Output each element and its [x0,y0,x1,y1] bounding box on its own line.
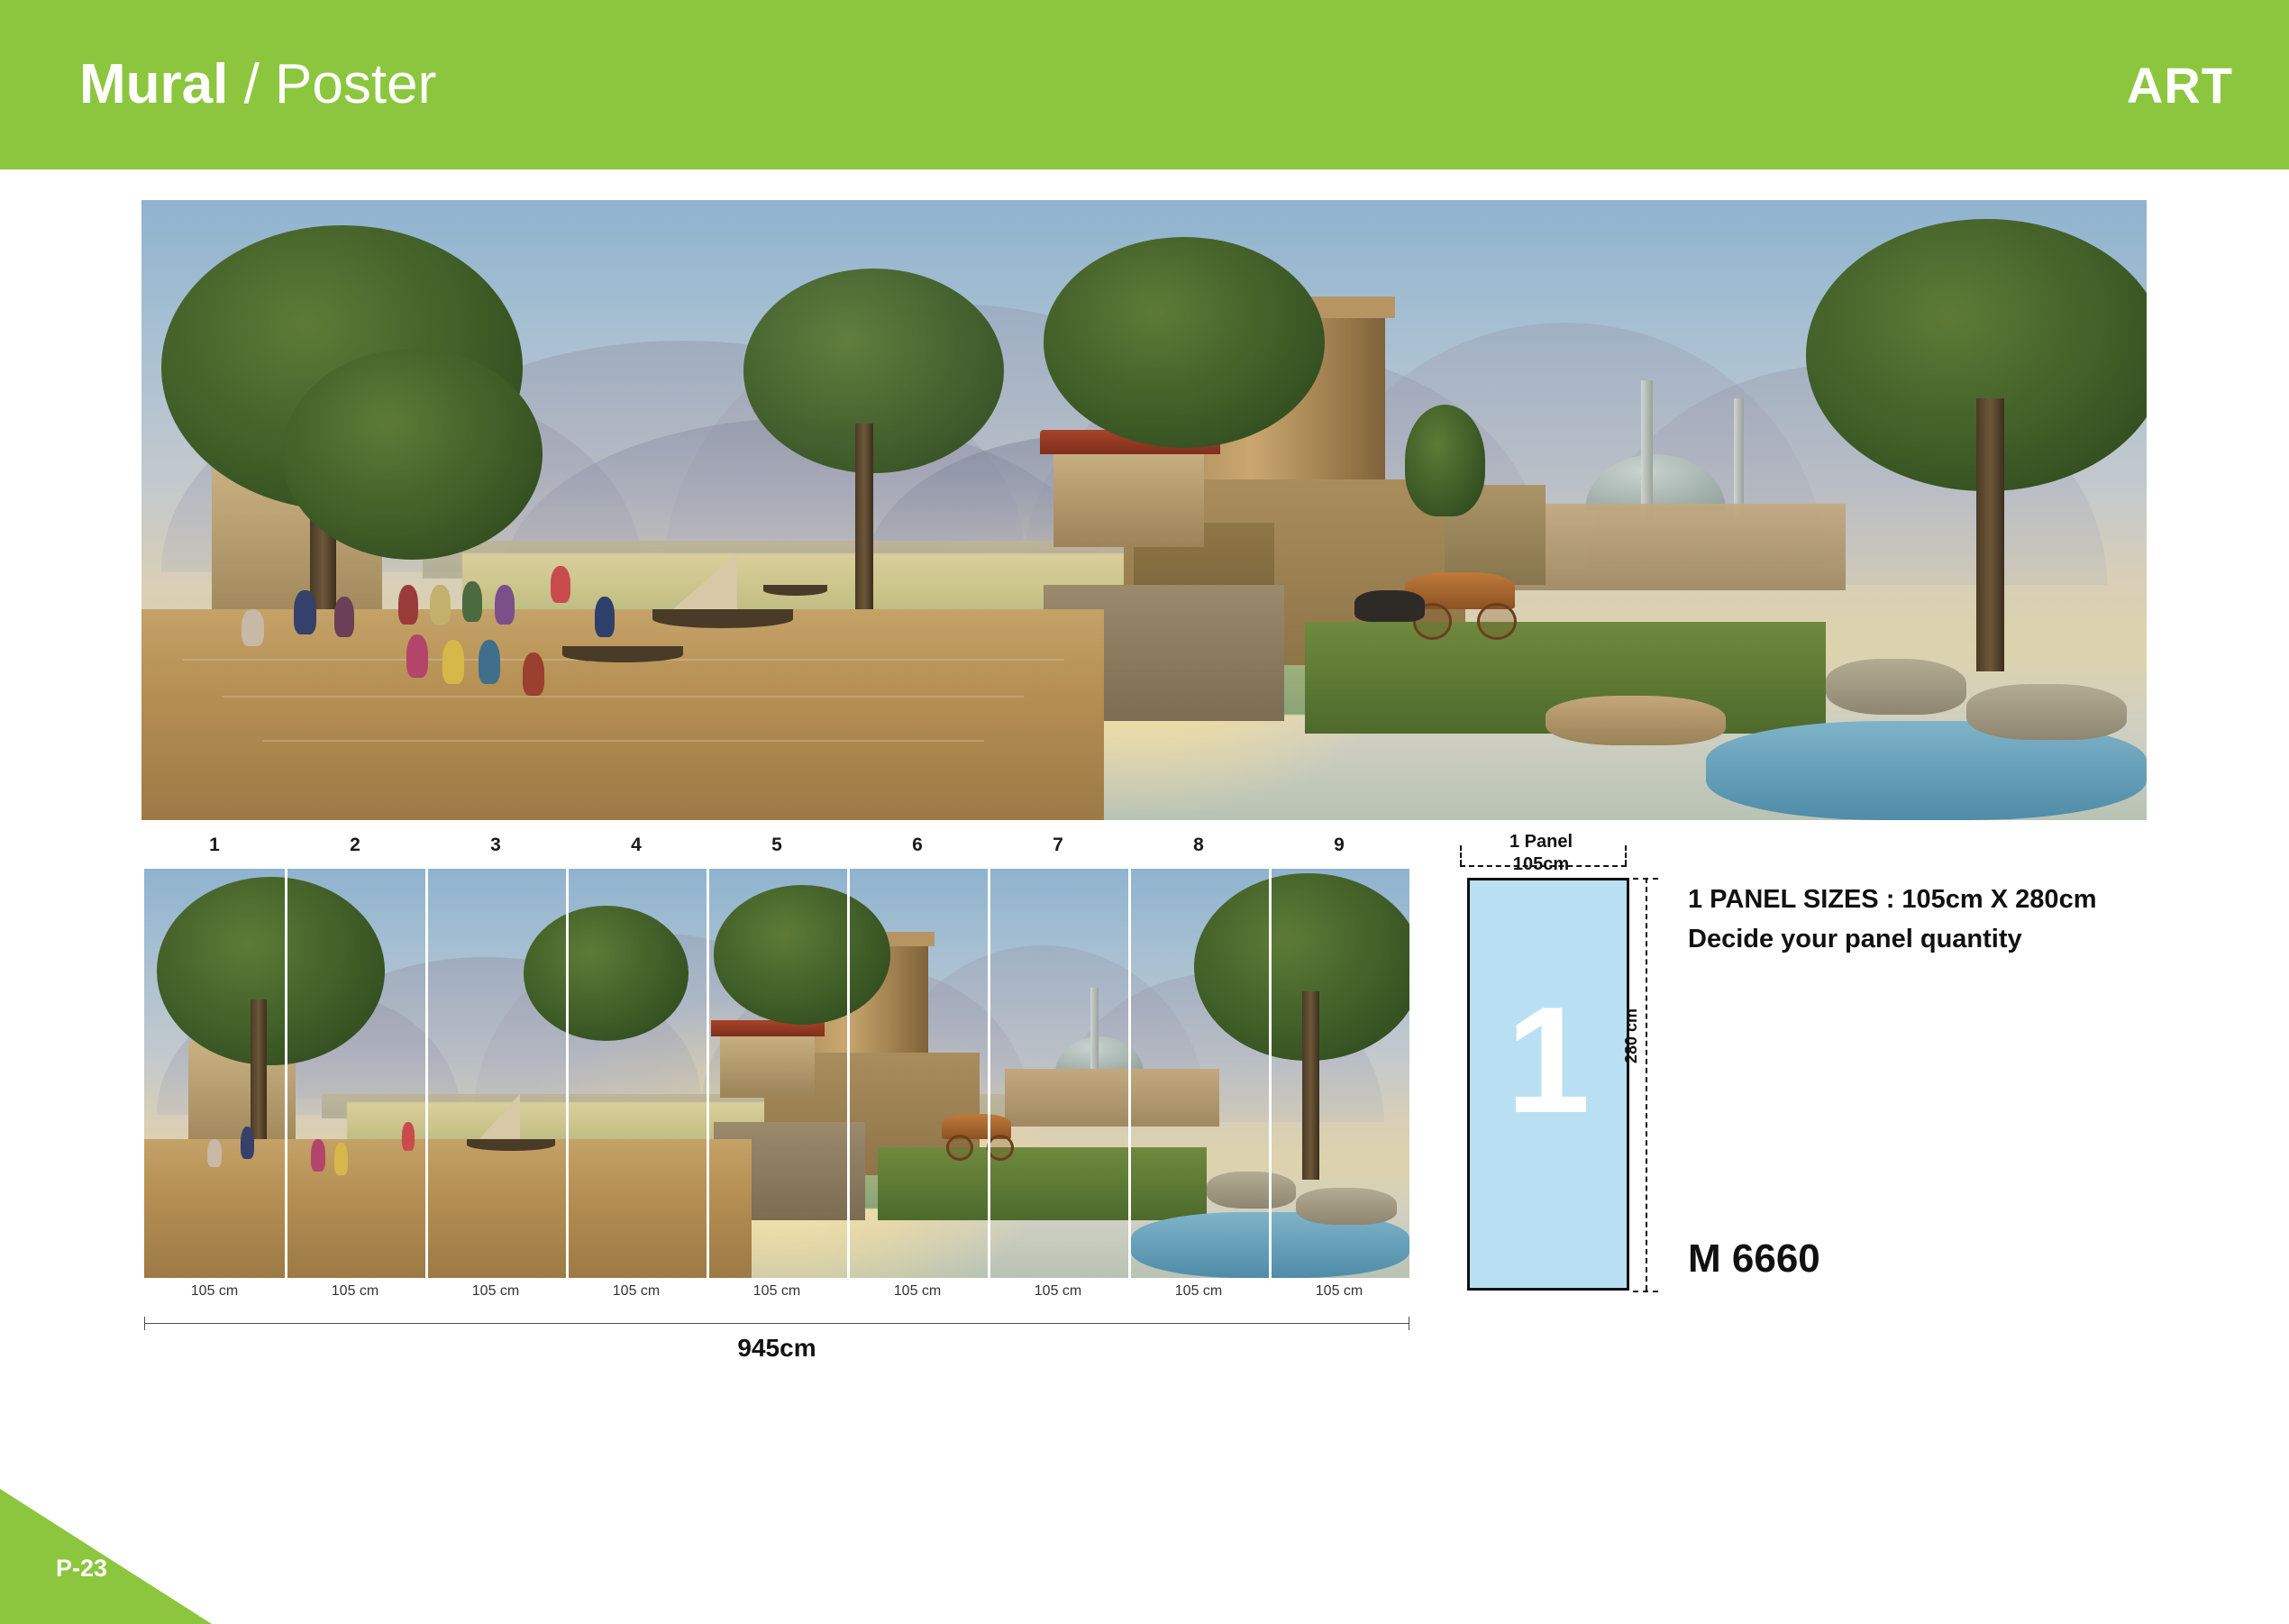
panel-number: 3 [490,835,501,855]
mural-figure [242,609,263,646]
mural-cart-wheel-right [1477,603,1517,639]
panel-width: 105 cm [1174,1283,1223,1299]
panel-width: 105 cm [1315,1283,1363,1299]
panel-divider [707,869,709,1278]
panel-number: 4 [631,835,642,855]
total-width-dimension-line [144,1323,1409,1324]
mural-quay-pavement [141,609,1104,820]
panel-height-tick-bottom [1633,1291,1658,1292]
panel-width-caption [1455,831,1627,876]
strip-figure [334,1143,348,1175]
mural-minaret-left [1641,380,1652,516]
mural-city-blocks [1505,504,1846,590]
mural-preview-image [141,200,2147,820]
mural-figure [334,597,354,637]
panel-height-tick-top [1633,878,1658,880]
strip-tree-tower-backdrop [714,885,891,1024]
panel-quantity-note: Decide your panel quantity [1688,925,2022,953]
panel-divider [285,869,287,1278]
mural-figure [595,597,615,637]
mural-figure [430,585,450,625]
page-number: P-23 [56,1555,108,1582]
panel-width: 105 cm [331,1283,379,1299]
strip-figure [241,1127,254,1159]
strip-quay-pavement [144,1139,752,1278]
strip-artwork [144,869,1409,1278]
panel-width: 105 cm [752,1283,801,1299]
panel-number: 1 [209,835,220,855]
panel-width: 105 cm [1034,1283,1082,1299]
mural-rowboat [763,585,827,596]
mural-figure [523,652,544,696]
page-title-primary: Mural [79,53,229,115]
panel-height-dimension-line [1646,878,1647,1291]
panel-number: 5 [771,835,782,855]
mural-caique-small [562,646,683,661]
panel-diagram-number: 1 [1506,974,1591,1145]
total-width-label: 945cm [737,1334,816,1362]
mural-figure [479,640,500,683]
single-panel-diagram [1467,878,1629,1291]
panel-number: 6 [912,835,923,855]
panel-divider [1269,869,1272,1278]
strip-tree-centre [524,906,689,1041]
mural-figure [495,585,515,625]
strip-tree-right-trunk [1302,991,1320,1180]
mural-caique-large [652,609,793,628]
mural-waterside-house [1053,448,1204,547]
panel-layout-strip [144,869,1409,1278]
panel-divider [1128,869,1131,1278]
panel-height-label: 280 cm [1622,1008,1640,1063]
page-title [79,52,436,116]
panel-number-row [144,835,1406,867]
strip-minaret [1090,988,1098,1078]
panel-number: 7 [1053,835,1063,855]
mural-minaret-right [1734,398,1744,516]
panel-divider [566,869,569,1278]
mural-tree-left-mid [282,349,543,560]
strip-green-bank [878,1147,1207,1221]
panel-divider [988,869,990,1278]
strip-cart-wheel-right [987,1135,1014,1161]
panel-divider [425,869,428,1278]
mural-rock-2 [1966,684,2127,740]
panel-width: 105 cm [612,1283,661,1299]
product-code: M 6660 [1688,1236,1820,1281]
panel-size-spec: 1 PANEL SIZES : 105cm X 280cm [1688,885,2097,914]
mural-tree-centre-trunk [855,424,873,634]
panel-number: 9 [1334,835,1345,855]
panel-width: 105 cm [190,1283,239,1299]
mural-rock-3 [1546,696,1726,745]
mural-tree-cypress-cluster [1405,405,1485,516]
mural-figure [462,581,482,622]
mural-figure [442,640,464,683]
panel-divider [847,869,850,1278]
strip-waterside-house [720,1033,815,1099]
panel-caption-line2: 105cm [1512,854,1570,874]
strip-rock-1 [1207,1172,1295,1209]
mural-figure [398,585,418,625]
panel-number: 8 [1193,835,1204,855]
strip-rock-2 [1296,1188,1397,1225]
mural-tree-centre-right [743,269,1004,473]
panel-width: 105 cm [471,1283,520,1299]
mural-tree-right-trunk [1976,398,2004,671]
page-title-secondary: / Poster [228,53,437,115]
strip-city-blocks [1005,1069,1220,1127]
panel-caption-line1: 1 Panel [1509,832,1573,852]
strip-figure [402,1122,415,1151]
panel-width-row [144,1283,1409,1310]
mural-rock-1 [1826,659,1966,715]
strip-tree-left-large [157,877,385,1065]
mural-figure [294,590,315,634]
panel-width: 105 cm [893,1283,942,1299]
strip-figure [311,1139,324,1172]
mural-figure [551,566,570,603]
mural-tree-tower-backdrop [1044,237,1325,448]
header-category: ART [2126,57,2233,114]
strip-figure [207,1139,221,1168]
panel-number: 2 [350,835,360,855]
strip-cart-wheel-left [946,1135,973,1161]
mural-ox [1354,590,1425,621]
mural-figure [406,634,428,678]
